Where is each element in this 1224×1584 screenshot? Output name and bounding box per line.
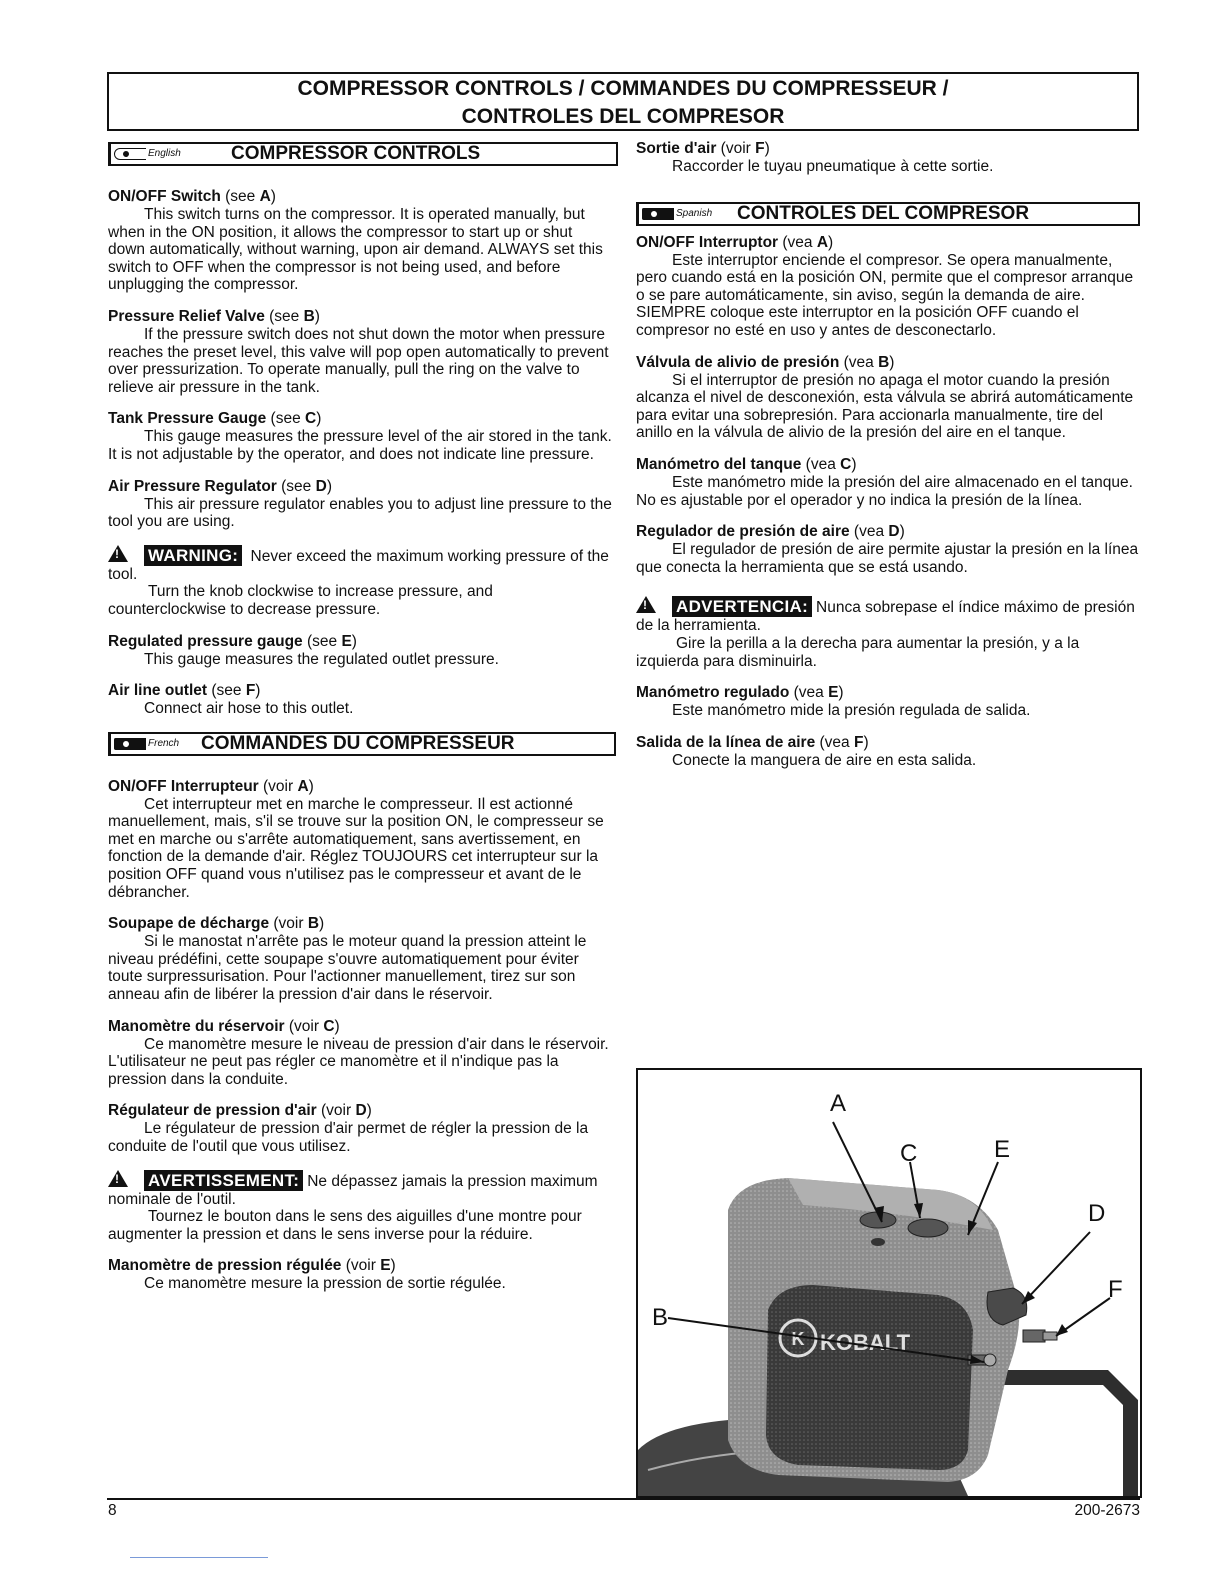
control-heading [636,734,1140,752]
ref-suffix: ) [889,353,895,371]
control-description: El regulador de presión de aire permite ajustar la presión en la línea que conecta la herramienta que se está usando. [636,541,1139,576]
ref-letter: A [816,233,829,251]
control-heading [636,456,1140,474]
control-item [108,778,612,902]
control-heading [108,478,612,496]
warning-text: Never exceed the maximum working pressure of the tool. [108,547,609,583]
control-heading [108,682,612,700]
ref-prefix: (vea [801,455,841,473]
page-number: 8 [108,1502,117,1519]
ref-suffix: ) [351,632,357,650]
ref-prefix: (see [264,307,304,325]
control-description: If the pressure switch does not shut down the motor when pressure reaches the preset level, this valve will pop open automatically to prevent over pressurization. To operate manually, pull the ring on the valve to relieve air pressure in the tank. [108,325,609,396]
warning-triangle-icon [108,545,128,562]
ref-suffix: ) [366,1102,372,1120]
ref-prefix: (see [207,682,246,700]
control-name: Air Pressure Regulator [108,477,277,495]
callout-d: D [1088,1200,1106,1227]
warning-label: AVERTISSEMENT: [144,1170,303,1191]
english-items [108,188,612,531]
ref-suffix: ) [851,455,857,473]
control-heading [108,1018,612,1036]
title-line-2: CONTROLES DEL COMPRESOR [461,105,785,128]
control-item [108,915,612,1003]
callout-b: B [652,1304,669,1331]
ref-letter: C [305,410,317,428]
control-description: This gauge measures the regulated outlet pressure. [144,650,499,668]
ref-suffix: ) [334,1017,340,1035]
control-description: This switch turns on the compressor. It is operated manually, but when in the ON position, it allows the compressor to start up or shut down automatically, without warning, upon air demand. ALWAYS set this switch to OFF when the compressor is not being used, and before unplugging the compressor. [108,206,603,294]
control-description: Cet interrupteur met en marche le compresseur. Il est actionné manuellement, mais, s'il se trouve sur la position ON, le compresseur se met en marche ou s'arrête automatiquement, sans avertissement, en fonction de la demande d'air. Réglez TOUJOURS cet interrupteur sur la position OFF quand vous n'utilisez pas le compresseur et avant de le débrancher. [108,795,604,901]
control-name: Manomètre du réservoir [108,1017,285,1035]
ref-letter: A [297,777,309,795]
warning-triangle-icon [108,1170,128,1187]
control-description: Le régulateur de pression d'air permet de régler la pression de la conduite de l'outil que vous utilisez. [108,1120,589,1155]
control-heading [108,1257,612,1275]
control-heading [636,140,1140,158]
ref-suffix: ) [828,233,834,251]
ref-prefix: (vea [839,353,879,371]
spanish-flag-icon: Spanish [642,208,712,221]
warning-text: Nunca sobrepase el índice máximo de presión de la herramienta. [636,599,1135,635]
control-item [636,684,1140,720]
control-item [108,478,612,531]
ref-prefix: (see [266,410,305,428]
french-items-2 [108,1257,612,1293]
control-item [636,140,1140,176]
ref-suffix: ) [390,1257,396,1275]
control-heading [108,633,612,651]
control-description: Conecte la manguera de aire en esta salida. [672,751,977,769]
french-items [108,778,612,1156]
control-description: This gauge measures the pressure level of the air stored in the tank. It is not adjustable by the operator, and does not indicate line pressure. [108,428,612,463]
ref-prefix: (vea [789,684,829,702]
ref-suffix: ) [838,684,844,702]
control-heading [636,354,1140,372]
french-flag-icon: French [114,738,184,751]
control-name: Regulador de presión de aire [636,523,850,541]
control-item [636,523,1140,576]
control-name: Sortie d'air [636,140,717,157]
spanish-items-2 [636,684,1140,769]
control-name: Manomètre de pression régulée [108,1257,342,1275]
warning-triangle-icon [636,596,656,613]
control-name: Soupape de décharge [108,915,270,933]
compressor-figure [636,1068,1142,1498]
control-item [108,188,612,294]
control-item [108,1257,612,1293]
ref-prefix: (vea [778,233,817,251]
control-name: Válvula de alivio de presión [636,353,840,371]
ref-prefix: (voir [316,1102,356,1120]
ref-letter: D [355,1102,367,1120]
compressor-illustration [638,1070,1140,1496]
french-section-header [108,732,616,756]
ref-letter: C [323,1017,335,1035]
ref-prefix: (see [302,632,342,650]
control-item [636,456,1140,509]
control-name: ON/OFF Interrupteur [108,777,259,795]
control-heading [108,188,612,206]
control-name: Air line outlet [108,682,208,700]
ref-prefix: (voir [716,140,756,157]
control-heading [636,523,1140,541]
callout-f: F [1108,1276,1123,1303]
control-name: ON/OFF Switch [108,188,221,205]
ref-letter: D [888,523,900,541]
warning-follow-text: Tournez le bouton dans le sens des aiguilles d'une montre pour augmenter la pression et dans le sens inverse pour la réduire. [108,1208,582,1243]
control-heading [636,684,1140,702]
spanish-warning [636,596,1140,670]
control-name: Manómetro del tanque [636,455,802,473]
ref-prefix: (vea [849,523,889,541]
callout-a: A [830,1090,847,1117]
control-heading [108,778,612,796]
french-heading: COMMANDES DU COMPRESSEUR [201,732,515,754]
warning-label: WARNING: [144,545,242,566]
french-items-2-continued [636,140,1140,176]
ref-prefix: (voir [341,1257,381,1275]
control-description: Ce manomètre mesure le niveau de pression d'air dans le réservoir. L'utilisateur ne peut pas régler ce manomètre et il n'indique pas la pression dans la conduite. [108,1035,609,1088]
callout-c: C [900,1140,918,1167]
document-number: 200-2673 [1074,1502,1140,1519]
control-description: Si el interruptor de presión no apaga el motor cuando la presión alcanza el nivel de desconexión, esta válvula se abrirá automáticamente para evitar una sobrepresión. Para accionarla manualmente, tire del anillo en la válvula de alivio de la presión del aire en el tanque. [636,371,1134,442]
english-flag-icon: English [114,148,184,161]
control-item [636,354,1140,442]
ref-letter: E [341,632,352,650]
control-name: ON/OFF Interruptor [636,233,779,251]
ref-suffix: ) [863,733,869,751]
ref-suffix: ) [308,777,314,795]
ref-letter: A [259,188,271,205]
ref-letter: F [853,733,864,751]
ref-letter: F [755,140,765,157]
control-item [108,682,612,718]
control-description: Raccorder le tuyau pneumatique à cette sortie. [672,158,994,175]
ref-prefix: (voir [269,915,308,933]
control-description: Ce manomètre mesure la pression de sortie régulée. [144,1275,506,1293]
ref-prefix: (voir [258,777,298,795]
control-description: This air pressure regulator enables you to adjust line pressure to the tool you are using. [108,495,612,531]
warning-label: ADVERTENCIA: [672,596,812,617]
right-column [636,140,1140,783]
ref-suffix: ) [270,188,276,205]
control-heading [108,308,612,326]
ref-letter: B [878,353,890,371]
ref-letter: B [307,915,320,933]
ref-prefix: (voir [284,1017,324,1035]
control-description: Connect air hose to this outlet. [144,700,354,718]
control-item [108,308,612,396]
footer-rule [107,1498,1140,1500]
spanish-section-header [636,202,1140,226]
ref-prefix: (see [276,477,316,495]
control-name: Tank Pressure Gauge [108,410,267,428]
left-column [108,142,612,1307]
link-underline [130,1557,268,1558]
spanish-items [636,234,1140,577]
control-heading [108,1102,612,1120]
ref-suffix: ) [319,915,325,933]
ref-suffix: ) [255,682,261,700]
control-item [108,1018,612,1089]
ref-prefix: (vea [815,733,854,751]
ref-prefix: (see [220,188,260,205]
warning-follow-text: Turn the knob clockwise to increase pressure, and counterclockwise to decrease pressure. [108,583,493,618]
control-item [108,410,612,463]
control-name: Salida de la línea de aire [636,733,816,751]
control-heading [108,915,612,933]
control-heading [636,234,1140,252]
brand-k-icon: K [791,1329,805,1349]
english-warning [108,545,612,619]
callout-e: E [994,1136,1011,1163]
ref-suffix: ) [314,307,320,325]
ref-letter: B [303,307,315,325]
control-description: Si le manostat n'arrête pas le moteur quand la pression atteint le niveau prédéfini, cette soupape s'ouvre automatiquement pour éviter toute surpressurisation. Pour l'actionner manuellement, tirez sur son anneau afin de libérer la pression d'air dans le réservoir. [108,933,587,1004]
english-section-header [108,142,618,166]
control-item [108,633,612,669]
ref-letter: D [315,477,327,495]
control-item [636,734,1140,770]
control-name: Pressure Relief Valve [108,307,265,325]
control-heading [108,410,612,428]
french-warning [108,1170,612,1244]
control-description: Este manómetro mide la presión del aire almacenado en el tanque. No es ajustable por el operador y no indica la presión de la línea. [636,473,1133,509]
spanish-heading: CONTROLES DEL COMPRESOR [737,202,1030,224]
english-items-2 [108,633,612,718]
page-title [107,72,1139,131]
ref-letter: E [828,684,839,702]
brand-logo: KOBALT [820,1330,911,1355]
control-item [636,234,1140,340]
ref-letter: E [380,1257,391,1275]
warning-text: Ne dépassez jamais la pression maximum nominale de l'outil. [108,1172,598,1208]
control-name: Manómetro regulado [636,684,790,702]
title-line-1: COMPRESSOR CONTROLS / COMMANDES DU COMPRESSEUR / [297,77,949,100]
warning-follow-text: Gire la perilla a la derecha para aumentar la presión, y a la izquierda para disminuirla. [636,634,1080,670]
ref-letter: F [245,682,256,700]
control-description: Este manómetro mide la presión regulada de salida. [672,702,1031,720]
control-name: Régulateur de pression d'air [108,1102,317,1120]
ref-letter: C [840,455,852,473]
control-name: Regulated pressure gauge [108,632,303,650]
ref-suffix: ) [316,410,322,428]
control-description: Este interruptor enciende el compresor. Se opera manualmente, pero cuando está en la posición ON, permite que el compresor arranque o se pare automáticamente, sin aviso, según la demanda de aire. SIEMPRE coloque este interruptor en la posición OFF cuando el compresor no esté en uso y antes de desconectarlo. [636,251,1134,339]
ref-suffix: ) [326,477,332,495]
ref-suffix: ) [764,140,770,157]
english-heading: COMPRESSOR CONTROLS [231,143,481,164]
ref-suffix: ) [899,523,905,541]
control-item [108,1102,612,1155]
